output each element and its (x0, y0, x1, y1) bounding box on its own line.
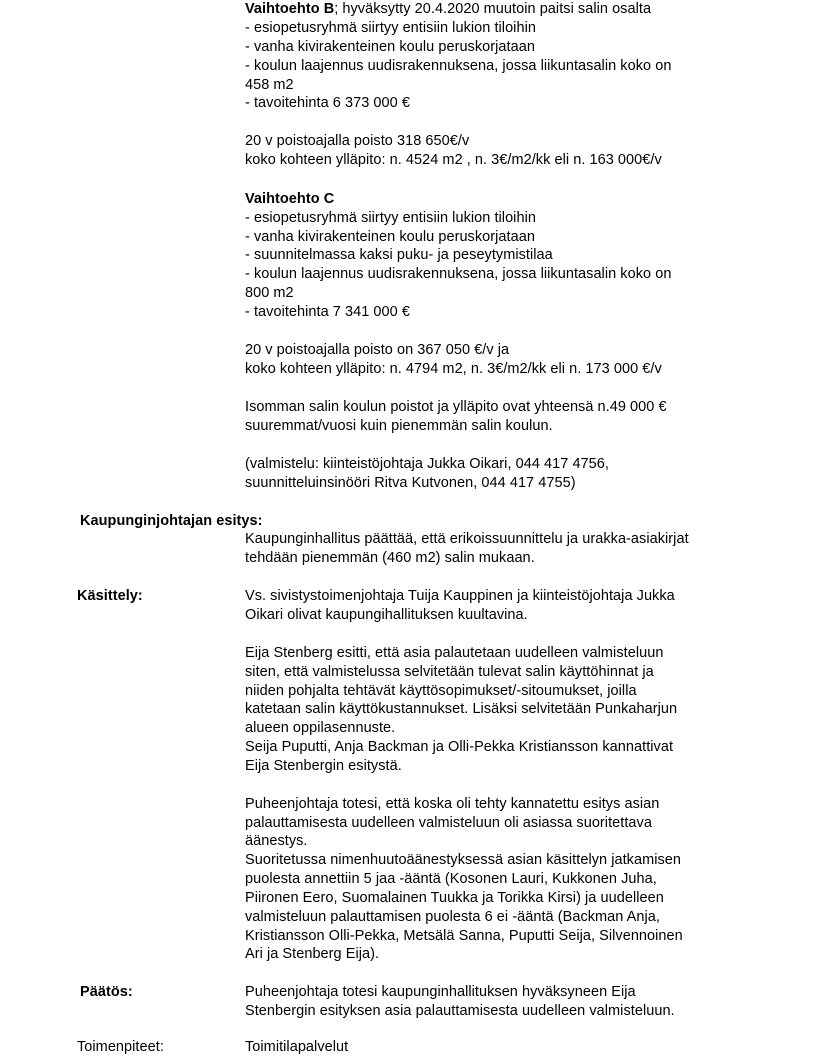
mayor-proposal-label: Kaupunginjohtajan esitys: (80, 513, 263, 529)
handling-text: alueen oppilasennuste. (245, 720, 396, 736)
mayor-proposal-text: Kaupunginhallitus päättää, että erikoissuunnittelu ja urakka-asiakirjat (245, 531, 689, 547)
option-c-heading-line (245, 190, 334, 208)
option-c-item: - koulun laajennus uudisrakennuksena, jossa liikuntasalin koko on (245, 266, 672, 282)
preparation-line: suunnitteluinsinööri Ritva Kutvonen, 044 417 4755) (245, 475, 576, 491)
preparation-line: (valmistelu: kiinteistöjohtaja Jukka Oikari, 044 417 4756, (245, 456, 609, 472)
option-c-item: - suunnitelmassa kaksi puku- ja peseytymistilaa (245, 247, 553, 263)
option-c-item: - vanha kivirakenteinen koulu peruskorjataan (245, 229, 535, 245)
handling-text: Oikari olivat kaupungihallituksen kuultavina. (245, 607, 528, 623)
decision-label: Päätös: (80, 984, 133, 1000)
handling-text: siten, että valmistelussa selvitetään tulevat salin käyttöhinnat ja (245, 664, 654, 680)
decision-text: Puheenjohtaja totesi kaupunginhallituksen hyväksyneen Eija (245, 984, 636, 1000)
option-c-item: - esiopetusryhmä siirtyy entisiin lukion tiloihin (245, 210, 536, 226)
option-b-heading-line (245, 0, 651, 18)
option-b-maintenance: koko kohteen ylläpito: n. 4524 m2 , n. 3€/m2/kk eli n. 163 000€/v (245, 152, 662, 168)
handling-text: valmisteluun palauttamisen puolesta 6 ei -ääntä (Backman Anja, (245, 909, 660, 925)
handling-text: Eija Stenbergin esitystä. (245, 758, 402, 774)
decision-text: Stenbergin esityksen asia palauttamisesta uudelleen valmisteluun. (245, 1003, 675, 1019)
option-b-item: - esiopetusryhmä siirtyy entisiin lukion tiloihin (245, 20, 536, 36)
handling-text: Vs. sivistystoimenjohtaja Tuija Kauppinen ja kiinteistöjohtaja Jukka (245, 588, 675, 604)
handling-text: Puheenjohtaja totesi, että koska oli tehty kannatettu esitys asian (245, 796, 660, 812)
option-c-maintenance: koko kohteen ylläpito: n. 4794 m2, n. 3€/m2/kk eli n. 173 000 €/v (245, 361, 662, 377)
actions-text: Toimitilapalvelut (245, 1039, 349, 1055)
option-c-item: 800 m2 (245, 285, 294, 301)
handling-text: niiden pohjalta tehtävät käyttösopimukset/-sitoumukset, joilla (245, 683, 637, 699)
comparison-line: Isomman salin koulun poistot ja ylläpito ovat yhteensä n.49 000 € (245, 399, 667, 415)
handling-text: palauttamisesta uudelleen valmisteluun oli asiassa suoritettava (245, 815, 652, 831)
mayor-proposal-text: tehdään pienemmän (460 m2) salin mukaan. (245, 550, 535, 566)
actions-label: Toimenpiteet: (77, 1039, 164, 1055)
option-b-depreciation: 20 v poistoajalla poisto 318 650€/v (245, 133, 470, 149)
handling-text: puolesta annettiin 5 jaa -ääntä (Kosonen Lauri, Kukkonen Juha, (245, 871, 657, 887)
handling-text: Suoritetussa nimenhuutoäänestyksessä asian käsittelyn jatkamisen (245, 852, 682, 868)
option-c-item: - tavoitehinta 7 341 000 € (245, 304, 410, 320)
comparison-line: suuremmat/vuosi kuin pienemmän salin koulun. (245, 418, 553, 434)
handling-text: Piironen Eero, Suomalainen Tuukka ja Torikka Kirsi) ja uudelleen (245, 890, 664, 906)
option-b-item: - vanha kivirakenteinen koulu peruskorjataan (245, 39, 535, 55)
handling-text: Eija Stenberg esitti, että asia palautetaan uudelleen valmisteluun (245, 645, 664, 661)
handling-text: katetaan salin käyttökustannukset. Lisäksi selvitetään Punkaharjun (245, 701, 678, 717)
handling-text: Ari ja Stenberg Eija). (245, 946, 380, 962)
handling-label: Käsittely: (77, 588, 143, 604)
option-b-heading: Vaihtoehto B (245, 1, 335, 17)
option-b-item: - koulun laajennus uudisrakennuksena, jossa liikuntasalin koko on (245, 58, 672, 74)
handling-text: Kristiansson Olli-Pekka, Metsälä Sanna, Puputti Seija, Silvennoinen (245, 928, 683, 944)
handling-text: äänestys. (245, 833, 308, 849)
option-b-heading-suffix: ; hyväksytty 20.4.2020 muutoin paitsi salin osalta (334, 1, 652, 17)
handling-text: Seija Puputti, Anja Backman ja Olli-Pekka Kristiansson kannattivat (245, 739, 674, 755)
option-c-depreciation: 20 v poistoajalla poisto on 367 050 €/v ja (245, 342, 510, 358)
option-c-heading: Vaihtoehto C (245, 191, 335, 207)
option-b-item: 458 m2 (245, 77, 294, 93)
option-b-item: - tavoitehinta 6 373 000 € (245, 95, 410, 111)
